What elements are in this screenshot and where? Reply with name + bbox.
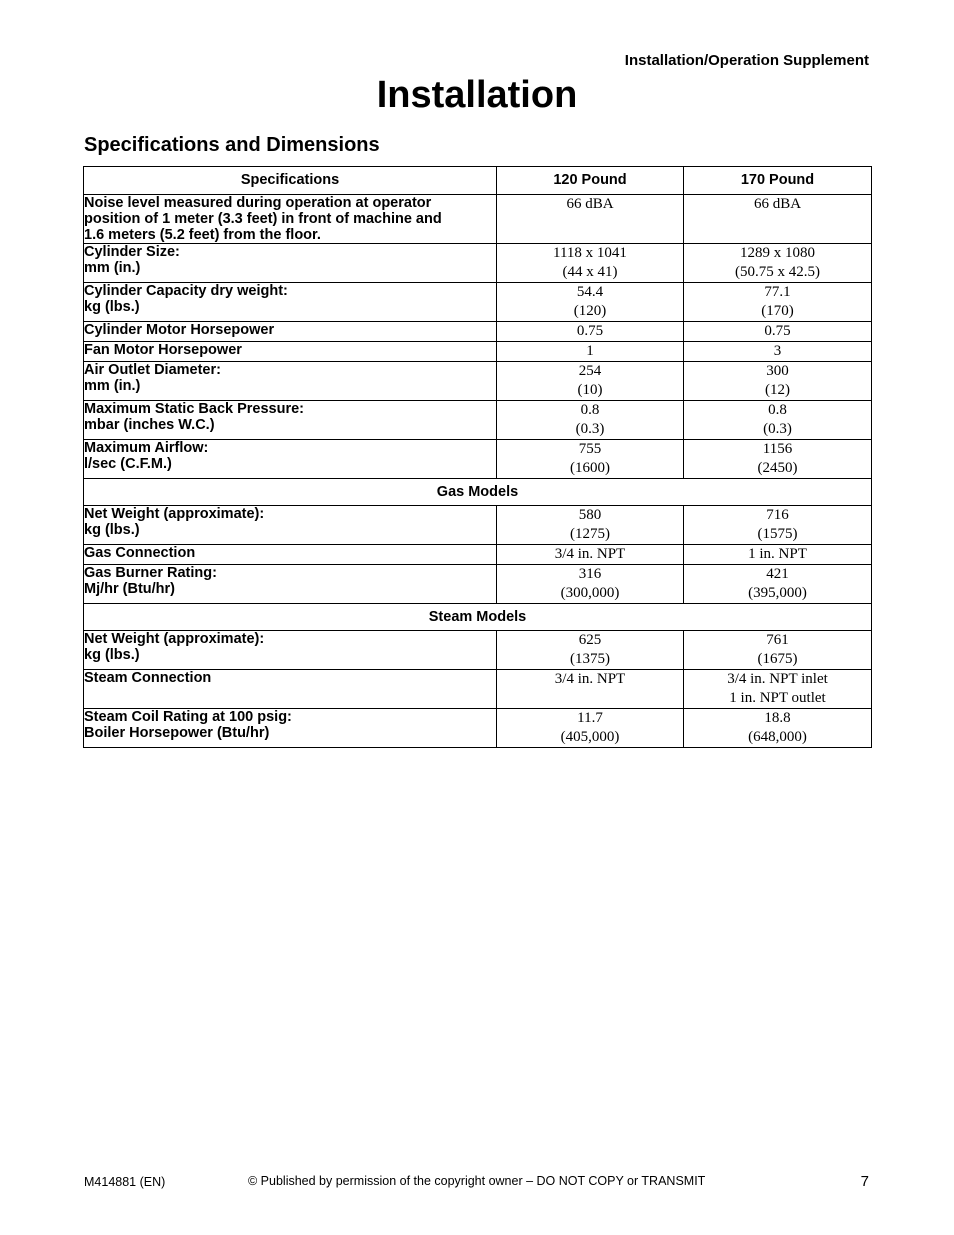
value-170-pound-line: (0.3) [763, 421, 792, 437]
value-170-pound-line: (395,000) [748, 585, 807, 601]
value-170-pound [684, 362, 872, 401]
value-170-pound-line: 18.8 [764, 710, 791, 726]
value-120-pound [497, 545, 684, 565]
table-row [84, 565, 872, 604]
value-120-pound-line: 1 [586, 343, 594, 359]
specifications-table [83, 166, 872, 748]
spec-label-line: Fan Motor Horsepower [84, 342, 242, 358]
value-120-pound [497, 195, 684, 244]
table-row [84, 283, 872, 322]
spec-label-line: Gas Burner Rating: [84, 565, 217, 581]
table-row [84, 195, 872, 244]
table-row [84, 440, 872, 479]
value-120-pound [497, 670, 684, 709]
value-170-pound [684, 244, 872, 283]
spec-label-line: Cylinder Capacity dry weight: [84, 283, 288, 299]
table-row [84, 506, 872, 545]
value-170-pound-line: 0.75 [764, 323, 791, 339]
spec-label [84, 362, 497, 401]
spec-label-line: mm (in.) [84, 260, 141, 276]
spec-label [84, 709, 497, 748]
spec-label [84, 322, 497, 342]
spec-label [84, 440, 497, 479]
value-120-pound-line: (10) [577, 382, 603, 398]
spec-label-line: l/sec (C.F.M.) [84, 456, 172, 472]
value-170-pound [684, 342, 872, 362]
value-170-pound [684, 322, 872, 342]
spec-label-line: mbar (inches W.C.) [84, 417, 215, 433]
value-170-pound-line: (12) [765, 382, 790, 398]
value-170-pound-line: (648,000) [748, 729, 807, 745]
spec-label-line: position of 1 meter (3.3 feet) in front of machine and [84, 211, 442, 227]
value-120-pound-line: 3/4 in. NPT [554, 546, 626, 562]
footer-copyright: © Published by permission of the copyright owner – DO NOT COPY or TRANSMIT [248, 1174, 706, 1188]
value-120-pound [497, 244, 684, 283]
spec-label [84, 342, 497, 362]
table-row [84, 709, 872, 748]
spec-label-line: Maximum Airflow: [84, 440, 209, 456]
spec-label-line: Maximum Static Back Pressure: [84, 401, 305, 417]
column-header-120-pound: 120 Pound [497, 167, 684, 195]
spec-label-line: mm (in.) [84, 378, 141, 394]
spec-label [84, 244, 497, 283]
value-120-pound [497, 506, 684, 545]
spec-label-line: 1.6 meters (5.2 feet) from the floor. [84, 227, 321, 243]
value-120-pound [497, 631, 684, 670]
value-170-pound-line: 761 [766, 632, 789, 648]
value-120-pound-line: (44 x 41) [562, 264, 618, 280]
value-170-pound-line: 1156 [762, 441, 793, 457]
spec-label [84, 670, 497, 709]
value-170-pound-line: (1575) [757, 526, 798, 542]
value-170-pound-line: 1 in. NPT outlet [729, 690, 826, 706]
spec-label [84, 401, 497, 440]
value-170-pound-line: 300 [766, 363, 789, 379]
value-170-pound [684, 401, 872, 440]
table-row [84, 342, 872, 362]
value-170-pound [684, 506, 872, 545]
value-120-pound-line: 580 [578, 507, 602, 523]
value-170-pound-line: (2450) [757, 460, 798, 476]
value-170-pound-line: 716 [766, 507, 789, 523]
value-170-pound [684, 670, 872, 709]
spec-label-line: Cylinder Motor Horsepower [84, 322, 275, 338]
value-120-pound-line: (120) [573, 303, 607, 319]
value-170-pound-line: (1675) [757, 651, 798, 667]
value-170-pound-line: 66 dBA [753, 196, 802, 212]
value-120-pound [497, 342, 684, 362]
value-170-pound-line: 3 [773, 343, 782, 359]
value-120-pound-line: 625 [578, 632, 602, 648]
spec-label-line: Air Outlet Diameter: [84, 362, 221, 378]
value-120-pound-line: (0.3) [575, 421, 605, 437]
value-120-pound-line: 3/4 in. NPT [554, 671, 626, 687]
table-row [84, 322, 872, 342]
value-120-pound-line: (1600) [570, 460, 610, 476]
spec-label-line: Steam Coil Rating at 100 psig: [84, 709, 292, 725]
table-row [84, 545, 872, 565]
value-170-pound-line: 0.8 [768, 402, 787, 418]
spec-label-line: Gas Connection [84, 545, 196, 561]
table-row [84, 401, 872, 440]
value-170-pound [684, 545, 872, 565]
group-row [84, 604, 872, 631]
value-120-pound-line: 54.4 [576, 284, 604, 300]
spec-label [84, 283, 497, 322]
value-120-pound [497, 565, 684, 604]
spec-label [84, 506, 497, 545]
column-header-specifications: Specifications [84, 167, 497, 195]
value-120-pound-line: 254 [578, 363, 602, 379]
spec-label-line: Net Weight (approximate): [84, 506, 265, 522]
value-170-pound-line: 421 [766, 566, 789, 582]
spec-label [84, 195, 497, 244]
group-row [84, 479, 872, 506]
column-header-170-pound: 170 Pound [684, 167, 872, 195]
spec-label-line: kg (lbs.) [84, 299, 140, 315]
value-120-pound-line: 66 dBA [566, 196, 614, 212]
table-row [84, 244, 872, 283]
value-120-pound [497, 322, 684, 342]
spec-label-line: Net Weight (approximate): [84, 631, 265, 647]
value-120-pound-line: (1275) [570, 526, 610, 542]
value-120-pound [497, 401, 684, 440]
spec-label [84, 631, 497, 670]
value-120-pound-line: (1375) [570, 651, 610, 667]
table-header-row [84, 167, 872, 195]
table-row [84, 631, 872, 670]
value-170-pound [684, 283, 872, 322]
section-title: Specifications and Dimensions [84, 134, 380, 156]
spec-label-line: Steam Connection [84, 670, 212, 686]
value-170-pound-line: 3/4 in. NPT inlet [727, 671, 828, 687]
value-170-pound [684, 195, 872, 244]
table-body [84, 195, 872, 748]
value-120-pound-line: 0.75 [576, 323, 604, 339]
value-170-pound [684, 440, 872, 479]
spec-label [84, 545, 497, 565]
spec-label-line: kg (lbs.) [84, 647, 140, 663]
value-120-pound-line: (405,000) [560, 729, 620, 745]
group-heading: Gas Models [84, 479, 872, 506]
spec-label-line: kg (lbs.) [84, 522, 140, 538]
group-heading: Steam Models [84, 604, 872, 631]
value-170-pound-line: (50.75 x 42.5) [735, 264, 820, 280]
value-170-pound-line: 77.1 [764, 284, 791, 300]
value-120-pound-line: 316 [578, 566, 602, 582]
running-header: Installation/Operation Supplement [624, 52, 869, 69]
page-title: Installation [376, 74, 578, 116]
value-120-pound [497, 440, 684, 479]
spec-label-line: Noise level measured during operation at operator [84, 195, 432, 211]
spec-label-line: Cylinder Size: [84, 244, 180, 260]
value-170-pound [684, 709, 872, 748]
value-120-pound-line: 0.8 [580, 402, 600, 418]
value-170-pound-line: 1 in. NPT [748, 546, 807, 562]
value-120-pound [497, 283, 684, 322]
table-row [84, 670, 872, 709]
value-170-pound-line: (170) [761, 303, 794, 319]
value-120-pound-line: 755 [578, 441, 602, 457]
spec-label-line: Boiler Horsepower (Btu/hr) [84, 725, 270, 741]
value-170-pound [684, 631, 872, 670]
value-120-pound-line: (300,000) [560, 585, 620, 601]
spec-label-line: Mj/hr (Btu/hr) [84, 581, 176, 597]
value-120-pound [497, 362, 684, 401]
table-row [84, 362, 872, 401]
footer-page-number: 7 [860, 1173, 869, 1190]
footer-doc-number: M414881 (EN) [84, 1175, 166, 1189]
value-120-pound-line: 1118 x 1041 [553, 245, 627, 261]
value-170-pound [684, 565, 872, 604]
value-120-pound-line: 11.7 [577, 710, 603, 726]
value-170-pound-line: 1289 x 1080 [740, 245, 815, 261]
value-120-pound [497, 709, 684, 748]
spec-label [84, 565, 497, 604]
